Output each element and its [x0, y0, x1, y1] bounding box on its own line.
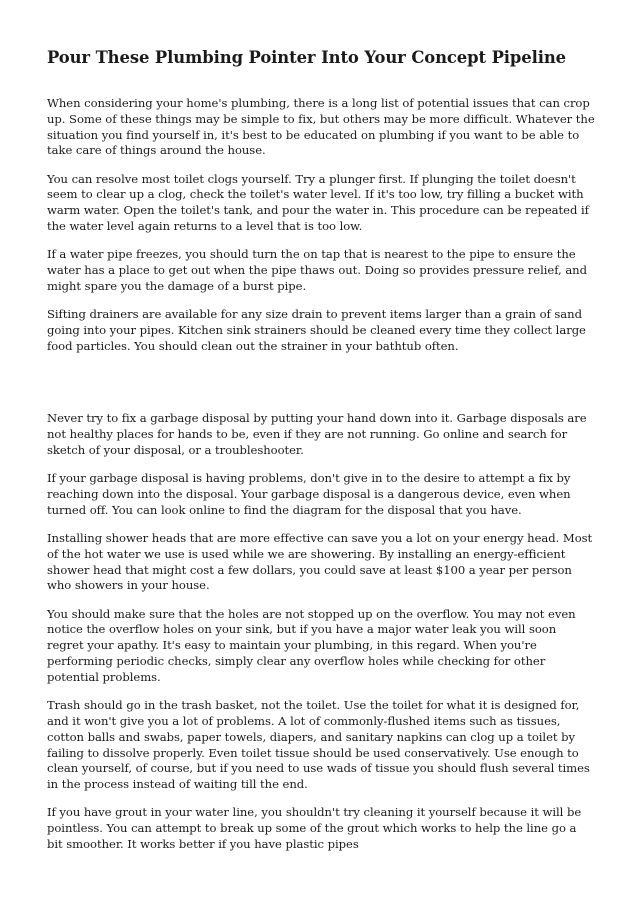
- paragraph: You can resolve most toilet clogs yourself. Try a plunger first. If plunging the toilet doesn't seem to clear up a clog, check the toilet's water level. If it's too low, try filling a bucket with warm water. Open the toilet's tank, and pour the water in. This procedure can be repeated if the water level again returns to a level that is too low.: [47, 171, 589, 234]
- paragraph: Installing shower heads that are more effective can save you a lot on your energy head. Most of the hot water we use is used while we are showering. By installing an energy-efficient shower head that might cost a few dollars, you could save at least $100 a year per person who showers in your house.: [47, 530, 593, 593]
- page-title: Pour These Plumbing Pointer Into Your Concept Pipeline: [47, 48, 567, 67]
- paragraph: When considering your home's plumbing, there is a long list of potential issues that can crop up. Some of these things may be simple to fix, but others may be more difficult. Whatever the situation you find yourself in, it's best to be educated on plumbing if you want to be able to take care of things around the house.: [47, 96, 595, 158]
- paragraph: Sifting drainers are available for any size drain to prevent items larger than a grain of sand going into your pipes. Kitchen sink strainers should be cleaned every time they collect large food particles. You should clean out the strainer in your bathtub often.: [47, 307, 586, 353]
- paragraph: If your garbage disposal is having problems, don't give in to the desire to attempt a fix by reaching down into the disposal. Your garbage disposal is a dangerous device, even when turned off. You can look online to find the diagram for the disposal that you have.: [47, 471, 571, 517]
- paragraph: Never try to fix a garbage disposal by putting your hand down into it. Garbage disposals are not healthy places for hands to be, even if they are not running. Go online and search for sketch of your disposal, or a troubleshooter.: [47, 411, 587, 457]
- document-page: [47, 48, 595, 865]
- paragraph: If a water pipe freezes, you should turn the on tap that is nearest to the pipe to ensure the water has a place to get out when the pipe thaws out. Doing so provides pressure relief, and might spare you the damage of a burst pipe.: [47, 247, 587, 293]
- paragraph: You should make sure that the holes are not stopped up on the overflow. You may not even notice the overflow holes on your sink, but if you have a major water leak you will soon regret your apathy. It's easy to maintain your plumbing, in this regard. When you're performing periodic checks, simply clear any overflow holes while checking for other potential problems.: [47, 606, 576, 684]
- paragraph: If you have grout in your water line, you shouldn't try cleaning it yourself because it will be pointless. You can attempt to break up some of the grout which works to help the line go a bit smoother. It works better if you have plastic pipes: [47, 805, 582, 851]
- paragraph: Trash should go in the trash basket, not the toilet. Use the toilet for what it is designed for, and it won't give you a lot of problems. A lot of commonly-flushed items such as tissues, cotton balls and swabs, paper towels, diapers, and sanitary napkins can clog up a toilet by failing to dissolve properly. Even toilet tissue should be used conservatively. Use enough to clean yourself, of course, but if you need to use wads of tissue you should flush several times in the process instead of waiting till the end.: [47, 698, 590, 792]
- blank-space: [47, 367, 595, 411]
